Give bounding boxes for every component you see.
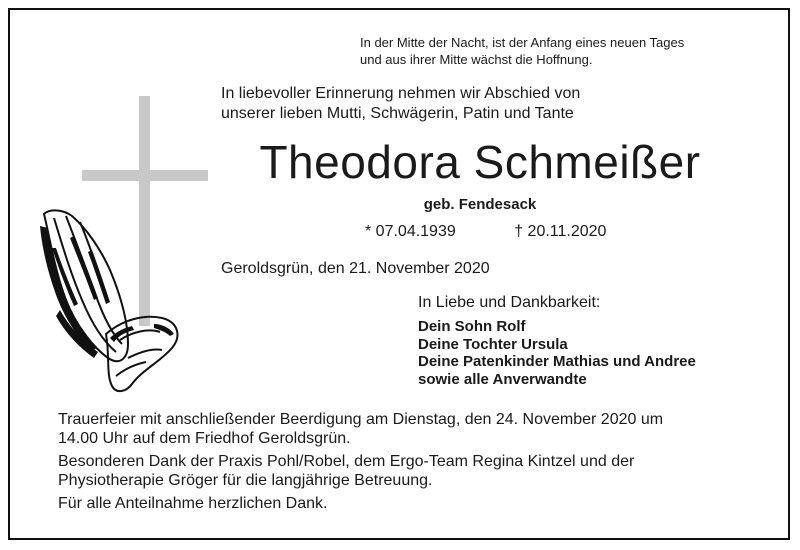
intro-line: In liebevoller Erinnerung nehmen wir Abschied von xyxy=(221,85,581,102)
mourner: Deine Patenkinder Mathias und Andree xyxy=(418,353,696,370)
thanks-notice xyxy=(58,452,758,490)
deceased-name: Theodora Schmeißer xyxy=(259,136,701,188)
notices xyxy=(58,410,758,517)
funeral-notice-line: 14.00 Uhr auf dem Friedhof Geroldsgrün. xyxy=(58,430,351,447)
closing-thanks xyxy=(58,494,758,513)
thanks-notice-line: Physiotherapie Gröger für die langjährige Betreuung. xyxy=(58,472,433,489)
death-date: † 20.11.2020 xyxy=(514,223,607,240)
intro-line: unserer lieben Mutti, Schwägerin, Patin und Tante xyxy=(221,105,574,122)
intro-text xyxy=(221,84,580,124)
mourner: sowie alle Anverwandte xyxy=(418,370,587,388)
funeral-notice-line: Trauerfeier mit anschließender Beerdigung am Dienstag, den 24. November 2020 um xyxy=(58,411,664,428)
closing-thanks-line: Für alle Anteilnahme herzlichen Dank. xyxy=(58,495,328,512)
funeral-notice xyxy=(58,410,758,448)
mourners-list xyxy=(418,318,696,388)
mourner: Deine Tochter Ursula xyxy=(418,335,568,353)
motto xyxy=(360,34,780,68)
motto-line: und aus ihrer Mitte wächst die Hoffnung. xyxy=(360,52,593,67)
life-dates xyxy=(365,221,606,243)
signoff: In Liebe und Dankbarkeit: xyxy=(418,294,601,311)
birth-date: * 07.04.1939 xyxy=(365,223,456,240)
mourner: Dein Sohn Rolf xyxy=(418,318,526,335)
motto-line: In der Mitte der Nacht, ist der Anfang eines neuen Tages xyxy=(360,35,685,50)
praying-hands-icon xyxy=(36,208,186,398)
place-date: Geroldsgrün, den 21. November 2020 xyxy=(221,260,490,277)
maiden-name: geb. Fendesack xyxy=(423,196,537,213)
thanks-notice-line: Besonderen Dank der Praxis Pohl/Robel, dem Ergo-Team Regina Kintzel und der xyxy=(58,453,635,470)
